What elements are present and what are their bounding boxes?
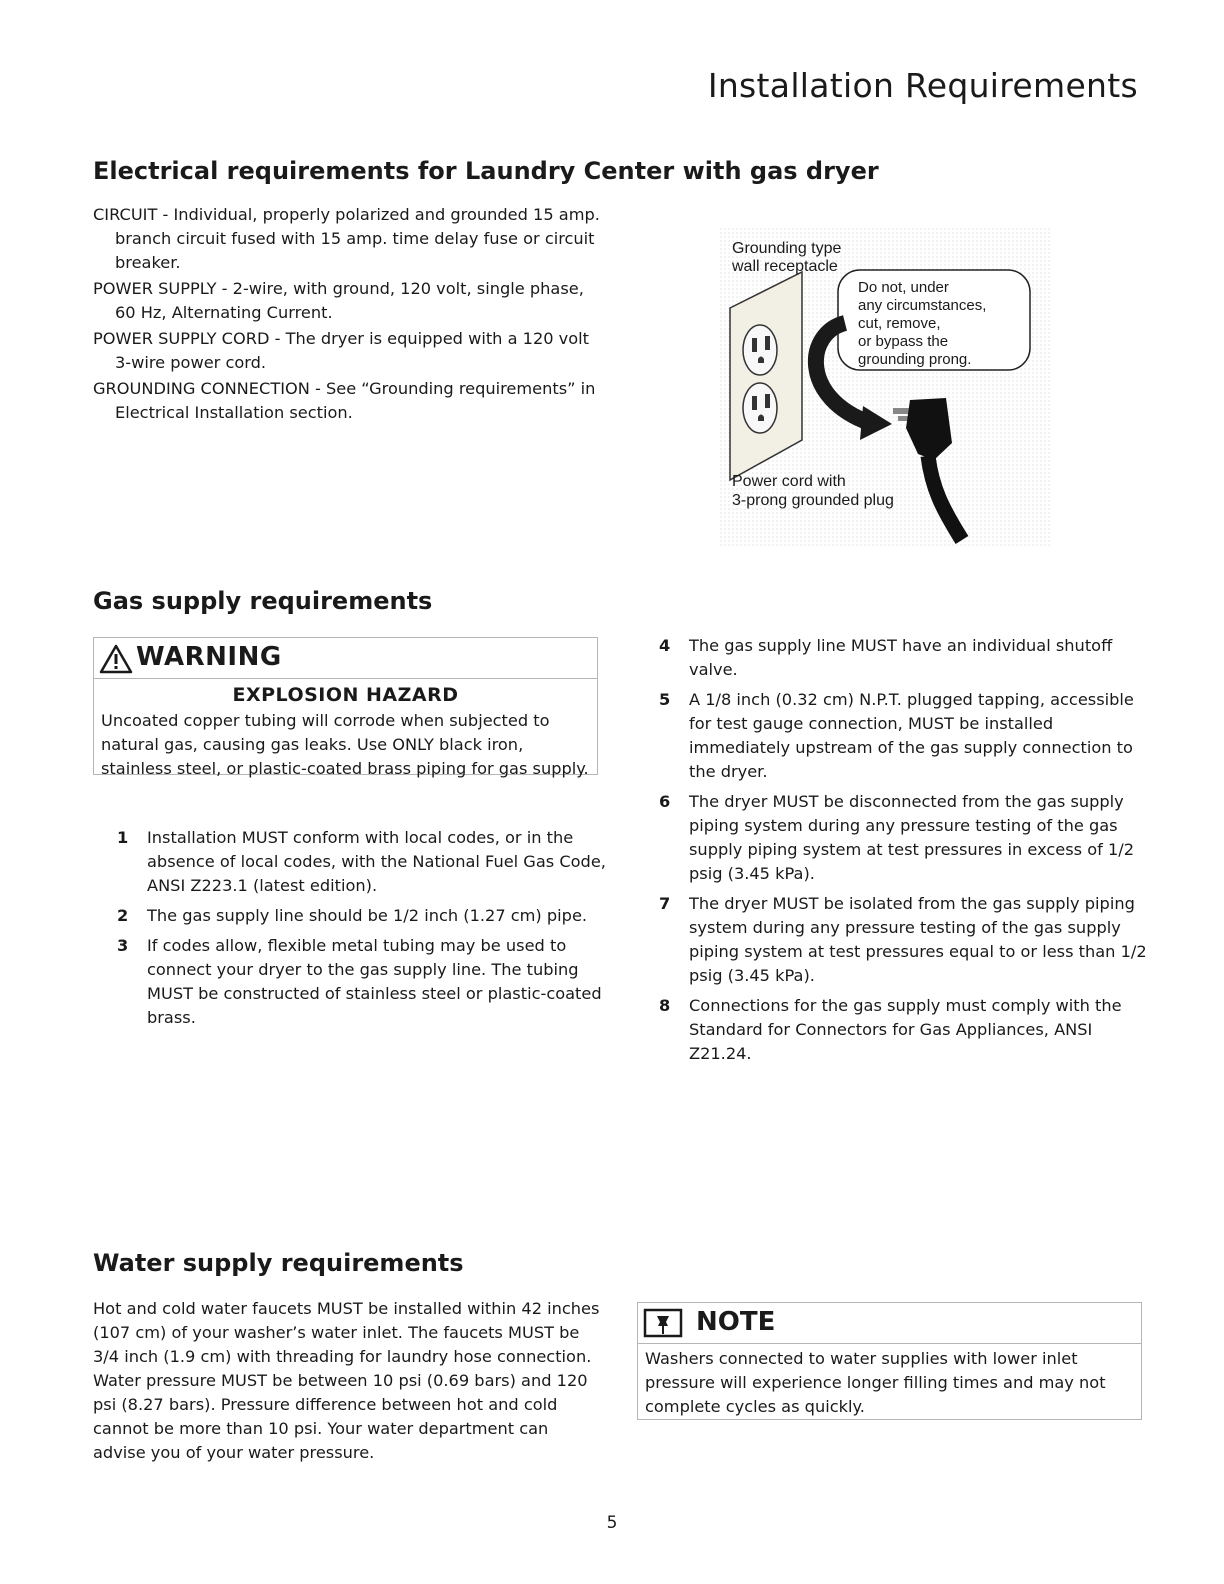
warning-box xyxy=(93,637,598,778)
item-number: 7 xyxy=(659,894,671,913)
note-header xyxy=(638,1303,1141,1344)
plug-label: Power cord with xyxy=(732,473,846,490)
item-number: 2 xyxy=(117,906,129,925)
item-text: The dryer MUST be isolated from the gas supply piping system during any pressure testing of the gas supply piping system at test pressures equal to or less than 1/2 psig (3.45 kPa). xyxy=(689,894,1147,985)
bubble-text: cut, remove, xyxy=(858,315,941,332)
list-item: POWER SUPPLY - 2-wire, with ground, 120 volt, single phase, 60 Hz, Alternating Current. xyxy=(93,279,584,322)
receptacle-label: Grounding type xyxy=(732,240,842,257)
warning-label: WARNING xyxy=(136,642,282,672)
list-item xyxy=(659,994,1149,1066)
water-paragraph: Hot and cold water faucets MUST be installed within 42 inches (107 cm) of your washer’s water inlet. The faucets MUST be 3/4 inch (1.9 cm) with threading for laundry hose connection. Water pressure MUST be between 10 psi (0.69 bars) and 120 psi (8.27 bars). Pressure difference between hot and cold cannot be more than 10 psi. Your water department can advise you of your water pressure. xyxy=(93,1299,600,1462)
receptacle-label: wall receptacle xyxy=(732,258,838,275)
list-item xyxy=(659,892,1149,988)
item-number: 1 xyxy=(117,828,129,847)
list-item: GROUNDING CONNECTION - See “Grounding requirements” in Electrical Installation section. xyxy=(93,379,596,422)
grounded-receptacle-illustration xyxy=(720,228,1050,548)
warning-subheading: EXPLOSION HAZARD xyxy=(232,684,459,706)
item-text: If codes allow, flexible metal tubing may be used to connect your dryer to the gas supply line. The tubing MUST be constructed of stainless steel or plastic-coated brass. xyxy=(147,936,602,1027)
gas-requirements-list-right xyxy=(659,634,1149,1072)
item-text: The gas supply line MUST have an individual shutoff valve. xyxy=(689,636,1113,679)
note-label: NOTE xyxy=(696,1307,776,1337)
list-item xyxy=(117,826,607,898)
bubble-text: grounding prong. xyxy=(858,351,972,368)
item-number: 3 xyxy=(117,936,129,955)
water-heading: Water supply requirements xyxy=(93,1249,464,1277)
list-item xyxy=(659,688,1149,784)
item-number: 4 xyxy=(659,636,671,655)
list-item xyxy=(659,790,1149,886)
list-item xyxy=(117,934,607,1030)
bubble-text: any circumstances, xyxy=(858,297,987,314)
electrical-heading: Electrical requirements for Laundry Center with gas dryer xyxy=(93,157,879,185)
page-number: 5 xyxy=(606,1513,618,1533)
bubble-text: or bypass the xyxy=(858,333,949,350)
plug-label: 3-prong grounded plug xyxy=(732,492,894,509)
pushpin-note-icon xyxy=(643,1308,683,1338)
item-text: The gas supply line should be 1/2 inch (1.27 cm) pipe. xyxy=(147,906,588,925)
note-text: Washers connected to water supplies with lower inlet pressure will experience longer filling times and may not complete cycles as quickly. xyxy=(645,1349,1106,1416)
page-title: Installation Requirements xyxy=(707,66,1138,105)
item-text: Connections for the gas supply must comply with the Standard for Connectors for Gas Appliances, ANSI Z21.24. xyxy=(689,996,1122,1063)
list-item xyxy=(117,904,607,928)
item-number: 5 xyxy=(659,690,671,709)
gas-requirements-list-left xyxy=(117,826,607,1036)
warning-triangle-icon xyxy=(99,644,133,674)
list-item xyxy=(659,634,1149,682)
list-item: POWER SUPPLY CORD - The dryer is equipped with a 120 volt 3-wire power cord. xyxy=(93,329,590,372)
warning-header xyxy=(94,638,597,679)
item-text: Installation MUST conform with local codes, or in the absence of local codes, with the National Fuel Gas Code, ANSI Z223.1 (latest edition). xyxy=(147,828,606,895)
gas-heading: Gas supply requirements xyxy=(93,587,433,615)
bubble-text: Do not, under xyxy=(858,279,949,296)
electrical-requirements-list xyxy=(93,203,603,427)
item-number: 8 xyxy=(659,996,671,1015)
item-text: A 1/8 inch (0.32 cm) N.P.T. plugged tapping, accessible for test gauge connection, MUST be installed immediately upstream of the gas supply connection to the dryer. xyxy=(689,690,1134,781)
item-text: The dryer MUST be disconnected from the gas supply piping system during any pressure testing of the gas supply piping system at test pressures in excess of 1/2 psig (3.45 kPa). xyxy=(689,792,1135,883)
item-number: 6 xyxy=(659,792,671,811)
warning-text: Uncoated copper tubing will corrode when subjected to natural gas, causing gas leaks. Use ONLY black iron, stainless steel, or plastic-coated brass piping for gas supply. xyxy=(101,711,589,778)
list-item: CIRCUIT - Individual, properly polarized and grounded 15 amp. branch circuit fused with 15 amp. time delay fuse or circuit breaker. xyxy=(93,205,600,272)
note-box xyxy=(637,1302,1142,1420)
